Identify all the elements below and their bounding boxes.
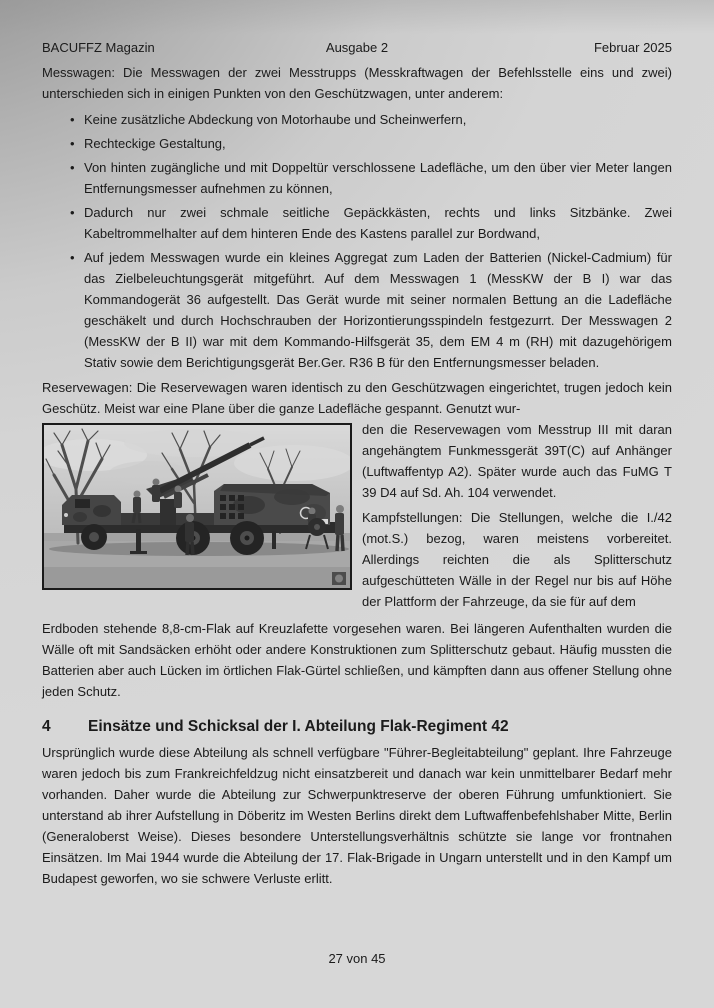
list-item: • Auf jedem Messwagen wurde ein kleines Aggregat zum Laden der Batterien (Nickel-Cadmium) für das Zielbeleuchtungsgerät mitgeführt. Auf dem Messwagen 1 (MessKW der B I) war das Kommandogerät 36 aufgestellt. Das Gerät wurde mit seiner normalen Bettung an die Ladefläche geschäkelt und durch Hochschrauben der Horizontierungsspindeln festgezurrt. Der Messwagen 2 (MessKW der B II) war mit dem Kommando-Hilfsgerät 35, dem EM 4 m (RH) mit dazugehörigem Stativ sowie dem Berichtigungsgerät Ber.Ger. R36 B für den Entfernungsmesser beladen.	[42, 247, 672, 373]
section-heading	[42, 716, 672, 738]
paragraph-kampfstellungen-continued: Erdboden stehende 8,8-cm-Flak auf Kreuzlafette vorgesehen waren. Bei längeren Aufenthalten wurden die Wälle oft mit Sandsäcken erhöht oder andere Konstruktionen zum Splitterschutz gebaut. Häufig mussten die Batterien aber auch Lücken im örtlichen Flak-Gürtel schließen, und kämpften dann aus offener Stellung ohne jeden Schutz.	[42, 621, 672, 699]
paragraph-kampfstellungen: Kampfstellungen: Die Stellungen, welche die I./42 (mot.S.) bezog, waren meistens vorbereitet. Allerdings reichten die als Splitterschutz aufgeschütteten Wälle in der Regel nur bis auf Höhe der Plattform der Fahrzeuge, da sie für auf dem	[362, 510, 672, 609]
section-number: 4	[42, 718, 51, 735]
page-footer	[0, 951, 714, 966]
section-title: Einsätze und Schicksal der I. Abteilung Flak-Regiment 42	[88, 718, 509, 735]
list-item: • Dadurch nur zwei schmale seitliche Gepäckkästen, rechts und links Sitzbänke. Zwei Kabeltrommelhalter auf dem hinteren Ende des Kastens parallel zur Bordwand,	[42, 202, 672, 244]
page-header	[42, 0, 672, 56]
list-item: • Rechteckige Gestaltung,	[42, 133, 672, 154]
paragraph-reservewagen: Reservewagen: Die Reservewagen waren identisch zu den Geschützwagen eingerichtet, trugen jedoch kein Geschütz. Meist war eine Plane über die ganze Ladefläche gespannt. Genutzt wur-	[42, 380, 672, 416]
date-label: Februar 2025	[593, 40, 672, 55]
feature-list	[42, 109, 672, 373]
photo-text-block	[42, 419, 672, 702]
flak-truck-photo	[42, 423, 352, 590]
paragraph-messwagen: Messwagen: Die Messwagen der zwei Messtrupps (Messkraftwagen der Befehlsstelle eins und zwei) unterschieden sich in einigen Punkten von den Geschützwagen, unter anderem:	[42, 65, 672, 101]
issue-label: Ausgabe 2	[325, 40, 389, 55]
paragraph-reservewagen-continued: den die Reservewagen vom Messtrup III mit daran angehängtem Funkmessgerät 39T(C) auf Anhänger (Luftwaffentyp A2). Später wurde auch das FuMG T 39 D4 auf Sd. Ah. 104 verwendet.	[362, 422, 672, 500]
list-item: • Keine zusätzliche Abdeckung von Motorhaube und Scheinwerfern,	[42, 109, 672, 130]
paragraph-einsaetze: Ursprünglich wurde diese Abteilung als schnell verfügbare "Führer-Begleitabteilung" geplant. Ihre Fahrzeuge waren jedoch bis zum Frankreichfeldzug nicht einsatzbereit und danach war kein unmittelbarer Bedarf mehr vorhanden. Daher wurde die Abteilung zur Schwerpunktreserve der oberen Führung umfunktioniert. Sie unterstand ab ihrer Aufstellung in Döberitz im Westen Berlins direkt dem Luftwaffenbefehlshaber Mitte, Berlin (Generaloberst Weise). Dieses besondere Unterstellungsverhältnis schützte sie lange vor frontnahen Einsätzen. Im Mai 1944 wurde die Abteilung der 17. Flak-Brigade in Ungarn unterstellt und in den Kampf um Budapest geworfen, wo sie schwere Verluste erlitt.	[42, 745, 672, 886]
flak-truck-photo-graphic	[44, 425, 350, 588]
page-number: 27 von 45	[328, 951, 386, 966]
list-item: • Von hinten zugängliche und mit Doppeltür verschlossene Ladefläche, um den über vier Meter langen Entfernungsmesser aufnehmen zu können,	[42, 157, 672, 199]
magazine-title: BACUFFZ Magazin	[42, 40, 155, 55]
